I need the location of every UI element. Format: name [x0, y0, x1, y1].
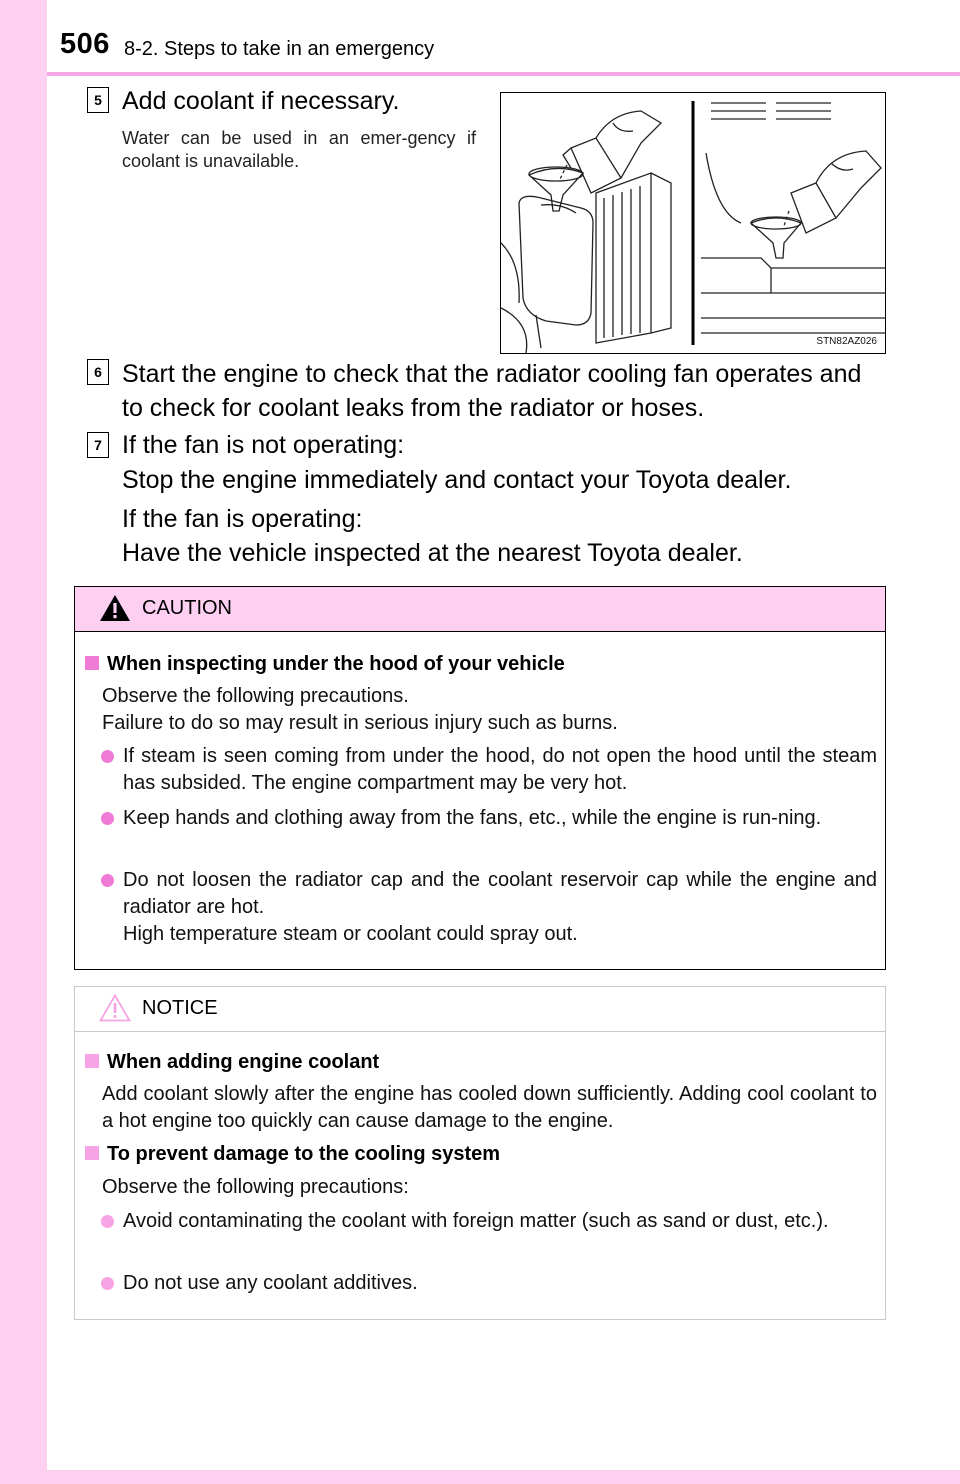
caution-heading-text: When inspecting under the hood of your vehicle: [107, 653, 565, 675]
caution-intro-1: Observe the following precautions.: [102, 685, 409, 707]
notice-subheading-1: [85, 1051, 379, 1074]
circle-bullet-icon: [101, 1277, 114, 1290]
step-6-number: 6: [87, 359, 109, 385]
notice-subheading-2: [85, 1143, 500, 1166]
caution-bullet-3-text: Do not loosen the radiator cap and the coolant reservoir cap while the engine and radiator are hot.: [123, 869, 877, 918]
bottom-color-strip: [0, 1470, 960, 1484]
step-5-text: Add coolant if necessary.: [122, 87, 400, 115]
notice-panel: [74, 986, 886, 1320]
figure-code: STN82AZ026: [816, 336, 877, 347]
notice-heading-2-text: To prevent damage to the cooling system: [107, 1143, 501, 1165]
caution-intro-2: Failure to do so may result in serious injury such as burns.: [102, 712, 618, 734]
step-5-number: 5: [87, 87, 109, 113]
step-7-line-3: If the fan is operating:: [122, 505, 363, 533]
caution-panel: [74, 586, 886, 970]
notice-section-1-text: Add coolant slowly after the engine has cooled down sufficiently. Adding cool coolant to a hot engine too quickly can cause damage to the engine.: [102, 1083, 877, 1132]
notice-heading-1-text: When adding engine coolant: [107, 1051, 380, 1073]
caution-bullet-1: [85, 743, 877, 797]
caution-bullet-1-text: If steam is seen coming from under the hood, do not open the hood until the steam has subsided. The engine compartment may be very hot.: [123, 745, 877, 794]
circle-bullet-icon: [101, 812, 114, 825]
caution-subheading: [85, 653, 565, 676]
coolant-figure: [500, 92, 886, 354]
step-7-line-1: If the fan is not operating:: [122, 431, 405, 459]
caution-bullet-2: [85, 805, 877, 832]
caution-bullet-3-extra: High temperature steam or coolant could spray out.: [123, 923, 578, 945]
circle-bullet-icon: [101, 750, 114, 763]
step-5-note: Water can be used in an emer-gency if coolant is unavailable.: [122, 128, 476, 171]
square-bullet-icon: [85, 1146, 99, 1160]
notice-bullet-1-text: Avoid contaminating the coolant with foreign matter (such as sand or dust, etc.).: [123, 1210, 829, 1232]
step-7-line-2: Stop the engine immediately and contact your Toyota dealer.: [122, 466, 792, 494]
square-bullet-icon: [85, 1054, 99, 1068]
notice-label: NOTICE: [142, 997, 218, 1019]
section-title: 8-2. Steps to take in an emergency: [124, 38, 435, 60]
side-color-strip: [0, 0, 47, 1484]
notice-header: [75, 987, 885, 1032]
notice-warning-icon: [99, 993, 131, 1023]
page-number: 506: [60, 28, 110, 60]
step-7-number: 7: [87, 432, 109, 458]
coolant-illustration: [501, 93, 885, 353]
header-rule: [47, 72, 960, 76]
step-6-text: Start the engine to check that the radiator cooling fan operates and to check for coolant leaks from the radiator or hoses.: [122, 360, 862, 422]
caution-bullet-3: [85, 867, 877, 921]
notice-bullet-2: [85, 1270, 877, 1297]
square-bullet-icon: [85, 656, 99, 670]
caution-bullet-2-text: Keep hands and clothing away from the fans, etc., while the engine is run-ning.: [123, 807, 822, 829]
circle-bullet-icon: [101, 1215, 114, 1228]
caution-label: CAUTION: [142, 597, 232, 619]
caution-header: [75, 587, 885, 632]
step-7-line-4: Have the vehicle inspected at the nearest Toyota dealer.: [122, 539, 743, 567]
notice-bullet-1: [85, 1208, 877, 1235]
circle-bullet-icon: [101, 874, 114, 887]
notice-bullet-2-text: Do not use any coolant additives.: [123, 1272, 418, 1294]
notice-section-2-intro: Observe the following precautions:: [102, 1176, 409, 1198]
warning-icon: [99, 593, 131, 623]
